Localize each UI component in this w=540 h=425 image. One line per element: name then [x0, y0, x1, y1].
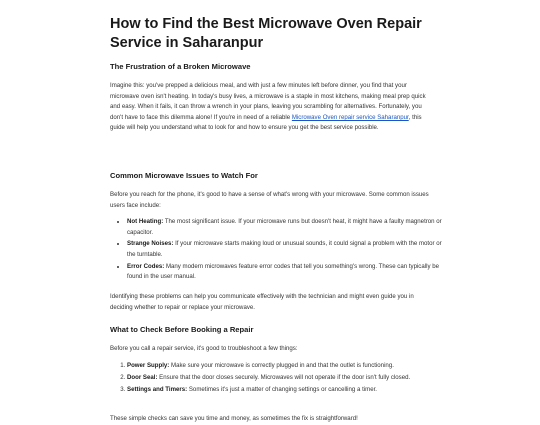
- step-text: Sometimes it's just a matter of changing settings or cancelling a timer.: [187, 385, 377, 393]
- intro-paragraph: [110, 81, 430, 134]
- list-item: [127, 262, 447, 283]
- list-item: [127, 373, 447, 384]
- section-heading-check: What to Check Before Booking a Repair: [110, 325, 254, 334]
- list-item: [127, 361, 447, 372]
- identify-paragraph: Identifying these problems can help you communicate effectively with the technician and might even guide you in deciding whether to repair or replace your microwave.: [110, 293, 414, 311]
- intro-text-before-link: Imagine this: you've prepped a delicious meal, and with just a few minutes left before dinner, you find that your microwave oven isn't heating. In today's busy lives, a microwave is a staple in most kitchens, making meal prep quick and easy. When it fails, it can throw a wrench in your plans, leaving you scrambling for alternatives. Fortunately, you don't have to face this dilemma alone! If you're in need of a reliable: [110, 82, 426, 121]
- common-issues-intro: Before you reach for the phone, it's good to have a sense of what's wrong with your microwave. Some common issues users face include:: [110, 191, 429, 209]
- list-item: [127, 385, 447, 396]
- section-heading-common-issues: Common Microwave Issues to Watch For: [110, 171, 258, 180]
- simple-checks-paragraph: These simple checks can save you time and money, as sometimes the fix is straightforward!: [110, 415, 358, 422]
- issue-label: Strange Noises:: [127, 240, 174, 248]
- check-intro: Before you call a repair service, it's good to troubleshoot a few things:: [110, 345, 298, 352]
- step-label: Settings and Timers:: [127, 385, 188, 393]
- section-heading-frustration: The Frustration of a Broken Microwave: [110, 62, 251, 71]
- step-label: Power Supply:: [127, 362, 170, 369]
- list-item: [127, 217, 447, 238]
- intro-text-after-link: , this guide will help you understand what to look for and how to ensure you get the best service possible.: [110, 113, 422, 132]
- troubleshoot-steps-list: [110, 361, 447, 396]
- issue-text: The most significant issue. If your microwave runs but doesn't heat, it might have a faulty magnetron or capacitor.: [127, 218, 442, 236]
- step-text: Ensure that the door closes securely. Microwaves will not operate if the door isn't fully closed.: [157, 373, 411, 381]
- issue-label: Not Heating:: [127, 218, 164, 225]
- article-title: How to Find the Best Microwave Oven Repair Service in Saharanpur: [110, 16, 422, 51]
- issue-text: If your microwave starts making loud or unusual sounds, it could signal a problem with the motor or the turntable.: [127, 240, 442, 258]
- microwave-repair-service-link[interactable]: Microwave Oven repair service Saharanpur: [291, 113, 409, 121]
- article: [110, 15, 442, 422]
- issues-list: [110, 217, 447, 284]
- issue-label: Error Codes:: [127, 262, 165, 270]
- step-text: Make sure your microwave is correctly plugged in and that the outlet is functioning.: [169, 362, 394, 369]
- step-label: Door Seal:: [127, 373, 158, 381]
- list-item: [127, 239, 447, 260]
- issue-text: Many modern microwaves feature error codes that tell you something's wrong. These can typically be found in the user manual.: [127, 262, 439, 281]
